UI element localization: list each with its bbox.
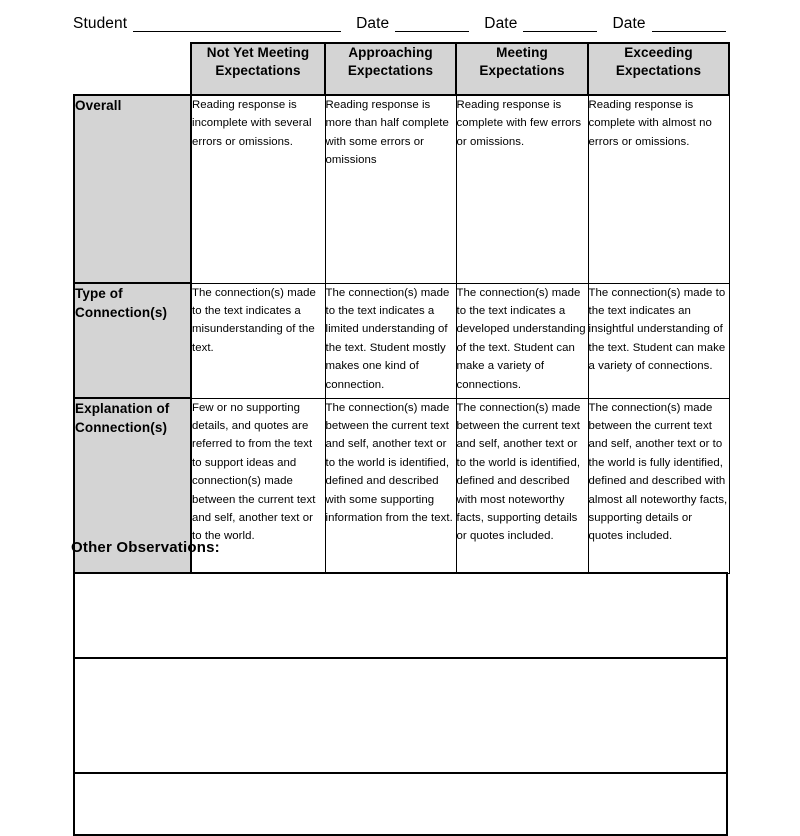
date-input-rule-2[interactable] [523,16,597,32]
column-header-line-2: Expectations [479,63,565,78]
table-row [74,283,729,398]
student-date-header [73,6,733,32]
list-item [74,573,727,658]
other-observations-title: Other Observations: [71,539,220,556]
column-header-line-1: Meeting [496,45,548,60]
list-item [74,773,727,835]
rubric-cell-type-exceeding[interactable]: The connection(s) made to the text indicates an insightful understanding of the text. Student can make a variety of connections. [588,283,729,398]
rubric-cell-overall-meeting[interactable]: Reading response is complete with few errors or omissions. [456,95,588,283]
student-label: Student [73,15,128,32]
list-item [74,658,727,773]
column-header-line-2: Expectations [615,63,702,78]
rubric-cell-explanation-approaching[interactable]: The connection(s) made between the current text and self, another text or to the world is identified, defined and described with some supporting information from the text. [325,398,456,573]
observation-entry-3[interactable] [74,773,727,835]
date-input-rule-1[interactable] [395,16,469,32]
rubric-row-label-overall: Overall [74,95,191,283]
rubric-cell-overall-approaching[interactable]: Reading response is more than half complete with some errors or omissions [325,95,456,283]
other-observations-box [73,572,728,836]
rubric-header-row [74,43,729,95]
row-label-line-1: Type of [75,286,123,301]
column-header-line-1: Approaching [348,45,433,60]
rubric-cell-explanation-not-yet-meeting[interactable]: Few or no supporting details, and quotes are referred to from the text to support ideas and connection(s) made between the current text and self, another text or to the world. [191,398,325,573]
rubric-cell-overall-exceeding[interactable]: Reading response is complete with almost no errors or omissions. [588,95,729,283]
column-header-line-1: Exceeding [624,45,693,60]
column-header-line-1: Not Yet Meeting [206,45,310,60]
row-label-line-2: Connection(s) [75,420,168,435]
date-label-3: Date [612,15,646,32]
observation-entry-1[interactable] [74,573,727,658]
observation-entry-2[interactable] [74,658,727,773]
rubric-cell-overall-not-yet-meeting[interactable]: Reading response is incomplete with several errors or omissions. [191,95,325,283]
student-input-rule[interactable] [133,16,341,32]
rubric-column-header-not-yet-meeting [191,43,325,95]
date-input-rule-3[interactable] [652,16,726,32]
rubric-column-header-approaching [325,43,456,95]
rubric-column-header-exceeding [588,43,729,95]
date-label-2: Date [484,15,518,32]
column-header-line-2: Expectations [347,63,434,78]
rubric-cell-explanation-exceeding[interactable]: The connection(s) made between the current text and self, another text or to the world is fully identified, defined and described with almost all noteworthy facts, supporting details or quotes included. [588,398,729,573]
column-header-line-2: Expectations [215,63,301,78]
rubric-cell-explanation-meeting[interactable]: The connection(s) made between the current text and self, another text or to the world is identified, defined and described with most noteworthy facts, supporting details or quotes included. [456,398,588,573]
table-row [74,95,729,283]
date-label-1: Date [356,15,390,32]
rubric-corner-cell [74,43,191,95]
rubric-table [73,42,730,574]
rubric-column-header-meeting [456,43,588,95]
row-label-line-2: Connection(s) [75,305,168,320]
row-label-line-1: Explanation of [75,401,170,416]
rubric-cell-type-approaching[interactable]: The connection(s) made to the text indicates a limited understanding of the text. Student mostly makes one kind of connection. [325,283,456,398]
rubric-cell-type-meeting[interactable]: The connection(s) made to the text indicates a developed understanding of the text. Student can make a variety of connections. [456,283,588,398]
rubric-cell-type-not-yet-meeting[interactable]: The connection(s) made to the text indicates a misunderstanding of the text. [191,283,325,398]
rubric-row-label-type-of-connections [74,283,191,398]
